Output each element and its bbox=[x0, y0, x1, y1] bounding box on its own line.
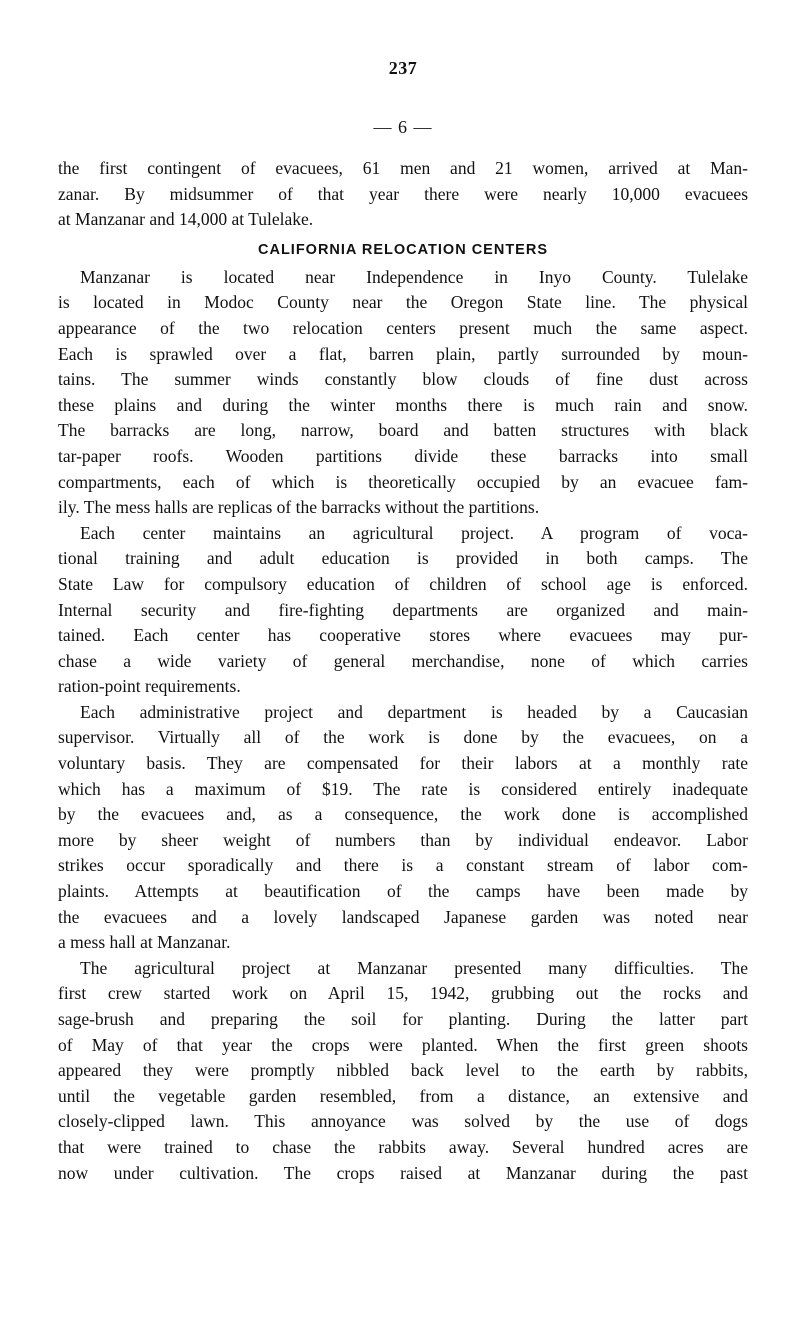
page-number: 237 bbox=[388, 58, 418, 78]
text-line: chase a wide variety of general merchandise, none of which carries bbox=[58, 650, 748, 671]
text-line: The agricultural project at Manzanar presented many difficulties. The bbox=[80, 957, 748, 978]
text-line: supervisor. Virtually all of the work is done by the evacuees, on a bbox=[58, 727, 748, 748]
text-line: appearance of the two relocation centers present much the same aspect. bbox=[58, 317, 748, 338]
text-line: that were trained to chase the rabbits away. Several hundred acres are bbox=[58, 1136, 748, 1157]
text-line: is located in Modoc County near the Oregon State line. The physical bbox=[58, 292, 748, 313]
intro-paragraph bbox=[58, 156, 748, 233]
section-number: — 6 — bbox=[373, 117, 433, 137]
text-line: sage-brush and preparing the soil for planting. During the latter part bbox=[58, 1009, 748, 1029]
text-line: until the vegetable garden resembled, from a distance, an extensive and bbox=[58, 1085, 748, 1106]
text-line: the evacuees and a lovely landscaped Japanese garden was noted near bbox=[58, 906, 748, 927]
text-line: State Law for compulsory education of children of school age is enforced. bbox=[58, 573, 748, 594]
text-line: more by sheer weight of numbers than by individual endeavor. Labor bbox=[58, 829, 748, 850]
paragraph-administration bbox=[58, 700, 748, 956]
text-line: Each administrative project and department is headed by a Caucasian bbox=[80, 701, 748, 722]
text-line: the first contingent of evacuees, 61 men and 21 women, arrived at Man- bbox=[58, 158, 748, 178]
paragraph-agriculture bbox=[58, 956, 748, 1186]
text-line: Manzanar is located near Independence in Inyo County. Tulelake bbox=[80, 266, 748, 287]
section-heading: CALIFORNIA RELOCATION CENTERS bbox=[258, 241, 548, 258]
text-line: closely-clipped lawn. This annoyance was solved by the use of dogs bbox=[58, 1111, 748, 1132]
text-line: tar-paper roofs. Wooden partitions divide these barracks into small bbox=[58, 445, 748, 466]
text-line: plaints. Attempts at beautification of the camps have been made by bbox=[58, 881, 748, 902]
text-line: The barracks are long, narrow, board and batten structures with black bbox=[58, 420, 748, 441]
text-line: Each is sprawled over a flat, barren plain, partly surrounded by moun- bbox=[58, 343, 748, 364]
text-line: now under cultivation. The crops raised at Manzanar during the past bbox=[58, 1162, 748, 1183]
text-line: Each center maintains an agricultural project. A program of voca- bbox=[80, 522, 748, 543]
text-line: a mess hall at Manzanar. bbox=[58, 932, 231, 953]
text-line: at Manzanar and 14,000 at Tulelake. bbox=[58, 209, 314, 230]
text-line: first crew started work on April 15, 1942, grubbing out the rocks and bbox=[58, 983, 748, 1004]
text-line: ily. The mess halls are replicas of the barracks without the partitions. bbox=[58, 497, 540, 518]
paragraph-location bbox=[58, 265, 748, 521]
text-line: of May of that year the crops were planted. When the first green shoots bbox=[58, 1034, 748, 1055]
text-line: by the evacuees and, as a consequence, the work done is accomplished bbox=[58, 804, 748, 825]
text-line: compartments, each of which is theoretically occupied by an evacuee fam- bbox=[58, 471, 748, 492]
text-line: Internal security and fire-fighting departments are organized and main- bbox=[58, 599, 748, 620]
text-line: strikes occur sporadically and there is a constant stream of labor com- bbox=[58, 855, 748, 876]
text-line: these plains and during the winter months there is much rain and snow. bbox=[58, 394, 748, 415]
text-line: ration-point requirements. bbox=[58, 676, 241, 697]
text-line: which has a maximum of $19. The rate is considered entirely inadequate bbox=[58, 778, 748, 799]
body-text bbox=[58, 156, 748, 1186]
text-line: tional training and adult education is provided in both camps. The bbox=[58, 548, 748, 569]
document-page bbox=[58, 0, 748, 1333]
text-line: appeared they were promptly nibbled back level to the earth by rabbits, bbox=[58, 1060, 748, 1081]
text-line: tains. The summer winds constantly blow clouds of fine dust across bbox=[58, 369, 748, 390]
text-line: voluntary basis. They are compensated for their labors at a monthly rate bbox=[58, 753, 748, 774]
text-line: tained. Each center has cooperative stores where evacuees may pur- bbox=[58, 625, 748, 646]
paragraph-projects bbox=[58, 521, 748, 700]
text-line: zanar. By midsummer of that year there were nearly 10,000 evacuees bbox=[58, 183, 748, 204]
